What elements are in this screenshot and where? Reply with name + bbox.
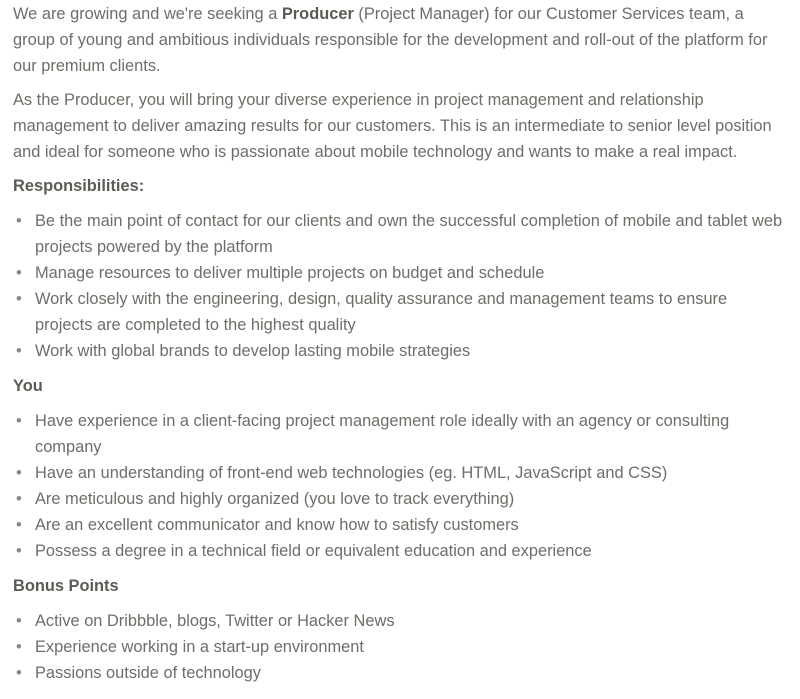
intro-text-end: (Project Manager) for our Customer Services team, a group of young and ambitious individuals responsible for the development and roll-out of the platform for our premium clients. [13,5,768,75]
list-item [13,208,788,260]
list-item [13,408,788,460]
list-item [13,512,788,538]
bullet-icon: • [16,212,22,230]
bullet-icon: • [16,638,22,656]
list-item-text: Manage resources to deliver multiple projects on budget and schedule [35,264,545,282]
list-item [13,634,788,660]
list-item [13,660,788,686]
bullet-icon: • [16,464,22,482]
intro-paragraph-2: As the Producer, you will bring your diverse experience in project management and relationship management to deliver amazing results for our customers. This is an intermediate to senior level position and ideal for someone who is passionate about mobile technology and wants to make a real impact. [13,91,772,161]
bonus-heading: Bonus Points [13,577,119,595]
bullet-icon: • [16,412,22,430]
you-list [13,408,788,564]
bullet-icon: • [16,542,22,560]
list-item-text: Be the main point of contact for our clients and own the successful completion of mobile and tablet web projects powered by the platform [35,212,783,256]
list-item [13,460,788,486]
intro-paragraph-1 [13,1,788,79]
list-item [13,260,788,286]
list-item [13,338,788,364]
job-description [13,1,788,695]
list-item-text: Passions outside of technology [35,664,261,682]
you-heading: You [13,377,43,395]
list-item [13,486,788,512]
list-item-text: Work with global brands to develop lasting mobile strategies [35,342,471,360]
list-item-text: Experience working in a start-up environment [35,638,364,656]
responsibilities-list [13,208,788,364]
bullet-icon: • [16,342,22,360]
bullet-icon: • [16,612,22,630]
bullet-icon: • [16,664,22,682]
list-item-text: Have experience in a client-facing project management role ideally with an agency or consulting company [35,412,730,456]
list-item-text: Are an excellent communicator and know how to satisfy customers [35,516,519,534]
list-item-text: Work closely with the engineering, design, quality assurance and management teams to ensure projects are completed to the highest quality [35,290,728,334]
responsibilities-heading: Responsibilities: [13,177,145,195]
list-item-text: Possess a degree in a technical field or equivalent education and experience [35,542,592,560]
list-item [13,286,788,338]
bullet-icon: • [16,516,22,534]
bullet-icon: • [16,290,22,308]
list-item-text: Are meticulous and highly organized (you love to track everything) [35,490,515,508]
bonus-list [13,608,788,686]
list-item-text: Active on Dribbble, blogs, Twitter or Hacker News [35,612,395,630]
list-item [13,538,788,564]
bullet-icon: • [16,264,22,282]
role-title: Producer [281,5,354,23]
list-item [13,608,788,634]
intro-text-start: We are growing and we're seeking a [13,5,282,23]
list-item-text: Have an understanding of front-end web technologies (eg. HTML, JavaScript and CSS) [35,464,668,482]
bullet-icon: • [16,490,22,508]
